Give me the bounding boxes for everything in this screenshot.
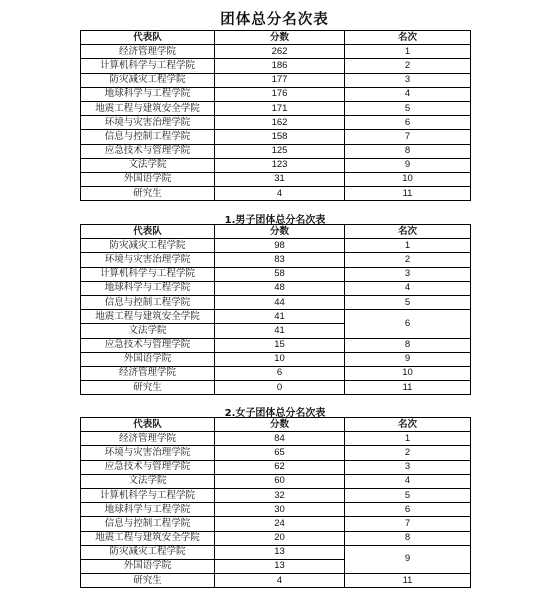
table-row (81, 366, 471, 380)
score-cell: 176 (215, 87, 345, 101)
header-rank: 名次 (345, 225, 471, 239)
header-team: 代表队 (81, 225, 215, 239)
table-row (81, 488, 471, 502)
team-cell: 计算机科学与工程学院 (81, 488, 215, 502)
men-ranking-table (80, 224, 471, 395)
rank-cell: 8 (345, 531, 471, 545)
women-section-title: 2.女子团体总分名次表 (224, 408, 326, 419)
rank-cell: 11 (345, 187, 471, 201)
team-cell: 地球科学与工程学院 (81, 87, 215, 101)
table-row (81, 545, 471, 559)
rank-cell: 9 (345, 352, 471, 366)
team-cell: 地震工程与建筑安全学院 (81, 310, 215, 324)
team-cell: 研究生 (81, 381, 215, 395)
rank-cell: 8 (345, 144, 471, 158)
team-cell: 计算机科学与工程学院 (81, 267, 215, 281)
score-cell: 31 (215, 172, 345, 186)
score-cell: 13 (215, 559, 345, 573)
team-cell: 地球科学与工程学院 (81, 281, 215, 295)
score-cell: 41 (215, 310, 345, 324)
header-team: 代表队 (81, 418, 215, 432)
table-row (81, 381, 471, 395)
table-row (81, 144, 471, 158)
rank-cell: 1 (345, 432, 471, 446)
team-cell: 文法学院 (81, 474, 215, 488)
table-row (81, 432, 471, 446)
table-row (81, 446, 471, 460)
score-cell: 0 (215, 381, 345, 395)
score-cell: 62 (215, 460, 345, 474)
table-row (81, 574, 471, 588)
score-cell: 177 (215, 73, 345, 87)
table-row (81, 253, 471, 267)
table-header-row (81, 225, 471, 239)
score-cell: 83 (215, 253, 345, 267)
table-row (81, 73, 471, 87)
table-row (81, 172, 471, 186)
score-cell: 186 (215, 59, 345, 73)
score-cell: 125 (215, 144, 345, 158)
overall-ranking-table (80, 30, 471, 201)
team-cell: 信息与控制工程学院 (81, 517, 215, 531)
table-row (81, 187, 471, 201)
rank-cell: 4 (345, 281, 471, 295)
rank-cell: 10 (345, 172, 471, 186)
table-row (81, 517, 471, 531)
rank-cell: 1 (345, 239, 471, 253)
rank-cell: 5 (345, 295, 471, 309)
rank-cell: 6 (345, 503, 471, 517)
rank-cell: 2 (345, 253, 471, 267)
page-title: 团体总分名次表 (220, 12, 329, 28)
score-cell: 158 (215, 130, 345, 144)
team-cell: 计算机科学与工程学院 (81, 59, 215, 73)
score-cell: 162 (215, 116, 345, 130)
table-row (81, 460, 471, 474)
score-cell: 60 (215, 474, 345, 488)
score-cell: 41 (215, 324, 345, 338)
rank-cell: 3 (345, 460, 471, 474)
team-cell: 防灾减灾工程学院 (81, 239, 215, 253)
rank-cell: 5 (345, 101, 471, 115)
rank-cell: 10 (345, 366, 471, 380)
rank-cell: 6 (345, 116, 471, 130)
team-cell: 应急技术与管理学院 (81, 144, 215, 158)
team-cell: 外国语学院 (81, 559, 215, 573)
team-cell: 环境与灾害治理学院 (81, 253, 215, 267)
score-cell: 20 (215, 531, 345, 545)
team-cell: 外国语学院 (81, 172, 215, 186)
header-team: 代表队 (81, 31, 215, 45)
rank-cell: 3 (345, 73, 471, 87)
score-cell: 10 (215, 352, 345, 366)
table-row (81, 338, 471, 352)
team-cell: 研究生 (81, 187, 215, 201)
rank-cell: 7 (345, 130, 471, 144)
score-cell: 13 (215, 545, 345, 559)
table-row (81, 295, 471, 309)
table-row (81, 531, 471, 545)
table-row (81, 45, 471, 59)
table-row (81, 310, 471, 324)
score-cell: 30 (215, 503, 345, 517)
table-row (81, 281, 471, 295)
score-cell: 262 (215, 45, 345, 59)
team-cell: 外国语学院 (81, 352, 215, 366)
team-cell: 地震工程与建筑安全学院 (81, 101, 215, 115)
table-row (81, 59, 471, 73)
table-header-row (81, 31, 471, 45)
team-cell: 经济管理学院 (81, 432, 215, 446)
rank-cell: 1 (345, 45, 471, 59)
rank-cell: 11 (345, 381, 471, 395)
rank-cell-merged: 6 (345, 310, 471, 338)
table-row (81, 352, 471, 366)
team-cell: 环境与灾害治理学院 (81, 116, 215, 130)
team-cell: 文法学院 (81, 158, 215, 172)
rank-cell: 3 (345, 267, 471, 281)
rank-cell: 7 (345, 517, 471, 531)
header-score: 分数 (215, 225, 345, 239)
score-cell: 24 (215, 517, 345, 531)
team-cell: 经济管理学院 (81, 45, 215, 59)
score-cell: 58 (215, 267, 345, 281)
men-section-title: 1.男子团体总分名次表 (224, 215, 326, 226)
score-cell: 6 (215, 366, 345, 380)
team-cell: 地震工程与建筑安全学院 (81, 531, 215, 545)
team-cell: 信息与控制工程学院 (81, 295, 215, 309)
table-row (81, 101, 471, 115)
team-cell: 应急技术与管理学院 (81, 460, 215, 474)
team-cell: 文法学院 (81, 324, 215, 338)
table-row (81, 116, 471, 130)
score-cell: 4 (215, 574, 345, 588)
team-cell: 地球科学与工程学院 (81, 503, 215, 517)
rank-cell: 4 (345, 474, 471, 488)
rank-cell: 8 (345, 338, 471, 352)
score-cell: 4 (215, 187, 345, 201)
score-cell: 123 (215, 158, 345, 172)
rank-cell: 2 (345, 446, 471, 460)
rank-cell: 11 (345, 574, 471, 588)
table-row (81, 474, 471, 488)
score-cell: 15 (215, 338, 345, 352)
rank-cell: 4 (345, 87, 471, 101)
score-cell: 32 (215, 488, 345, 502)
rank-cell: 2 (345, 59, 471, 73)
header-rank: 名次 (345, 418, 471, 432)
team-cell: 防灾减灾工程学院 (81, 73, 215, 87)
score-cell: 48 (215, 281, 345, 295)
table-row (81, 239, 471, 253)
team-cell: 防灾减灾工程学院 (81, 545, 215, 559)
women-ranking-table (80, 417, 471, 588)
team-cell: 环境与灾害治理学院 (81, 446, 215, 460)
rank-cell-merged: 9 (345, 545, 471, 573)
score-cell: 44 (215, 295, 345, 309)
table-row (81, 87, 471, 101)
team-cell: 研究生 (81, 574, 215, 588)
rank-cell: 9 (345, 158, 471, 172)
score-cell: 98 (215, 239, 345, 253)
table-row (81, 503, 471, 517)
table-row (81, 158, 471, 172)
team-cell: 经济管理学院 (81, 366, 215, 380)
header-score: 分数 (215, 31, 345, 45)
team-cell: 信息与控制工程学院 (81, 130, 215, 144)
score-cell: 84 (215, 432, 345, 446)
table-row (81, 130, 471, 144)
header-rank: 名次 (345, 31, 471, 45)
score-cell: 171 (215, 101, 345, 115)
rank-cell: 5 (345, 488, 471, 502)
table-row (81, 267, 471, 281)
score-cell: 65 (215, 446, 345, 460)
header-score: 分数 (215, 418, 345, 432)
table-header-row (81, 418, 471, 432)
team-cell: 应急技术与管理学院 (81, 338, 215, 352)
